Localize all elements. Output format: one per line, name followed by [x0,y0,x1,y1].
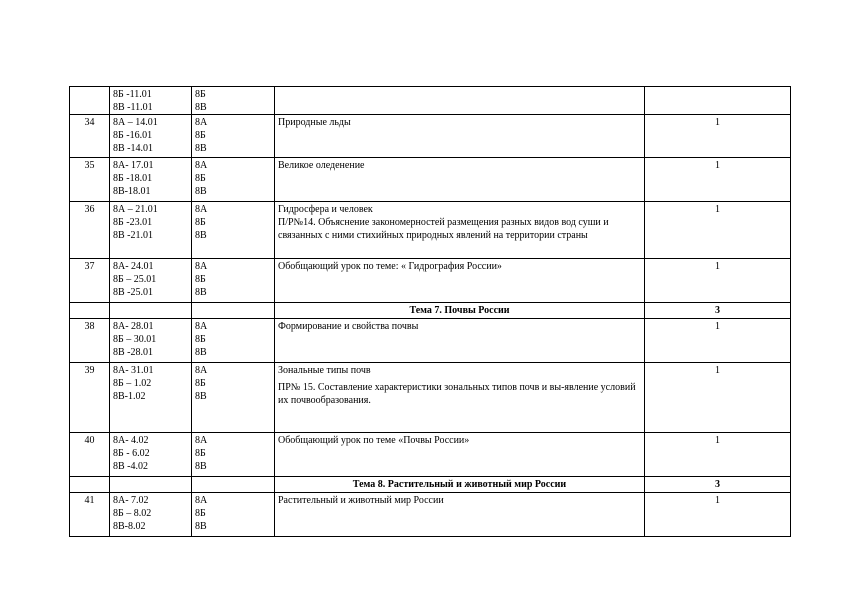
hours-cell: 1 [645,115,791,158]
classes-cell: 8А 8Б 8В [192,433,275,477]
classes-cell: 8А 8Б 8В [192,202,275,259]
hours-cell: 1 [645,158,791,202]
dates-cell: 8А – 21.01 8Б -23.01 8В -21.01 [110,202,192,259]
lesson-number-cell: 36 [70,202,110,259]
hours-cell [645,87,791,115]
table-row [70,493,791,537]
hours-cell: 1 [645,202,791,259]
hours-cell: 1 [645,363,791,433]
table-row [70,87,791,115]
dates-cell: 8А- 7.02 8Б – 8.02 8В-8.02 [110,493,192,537]
classes-cell: 8А 8Б 8В [192,319,275,363]
classes-cell: 8А 8Б 8В [192,493,275,537]
section-title: Тема 8. Растительный и животный мир России [275,477,645,493]
topic-cell: Зональные типы почв ПР№ 15. Составление характеристики зональных типов почв и вы-явление условий их почвообразования. [275,363,645,433]
lesson-number-cell: 35 [70,158,110,202]
table-row [70,259,791,303]
section-heading-row [70,477,791,493]
topic-cell: Обобщающий урок по теме: « Гидрография России» [275,259,645,303]
lesson-number-cell: 38 [70,319,110,363]
table-row [70,115,791,158]
section-title: Тема 7. Почвы России [275,303,645,319]
section-hours: 3 [645,303,791,319]
table-row [70,363,791,433]
classes-cell: 8А 8Б 8В [192,158,275,202]
lesson-number-cell: 37 [70,259,110,303]
classes-cell: 8А 8Б 8В [192,115,275,158]
classes-cell: 8А 8Б 8В [192,259,275,303]
hours-cell: 1 [645,259,791,303]
topic-cell: Гидросфера и человек П/Р№14. Объяснение закономерностей размещения разных видов вод суши и связанных с ними стихийных природных явлений на территории страны [275,202,645,259]
table-row [70,202,791,259]
lesson-number-cell: 39 [70,363,110,433]
section-hours: 3 [645,477,791,493]
hours-cell: 1 [645,493,791,537]
lesson-number-cell: 40 [70,433,110,477]
dates-cell: 8А- 28.01 8Б – 30.01 8В -28.01 [110,319,192,363]
topic-cell: Растительный и животный мир России [275,493,645,537]
dates-cell: 8А- 17.01 8Б -18.01 8В-18.01 [110,158,192,202]
lesson-number-cell [70,87,110,115]
lesson-number-cell: 34 [70,115,110,158]
topic-cell: Великое оледенение [275,158,645,202]
dates-cell: 8А- 4.02 8Б - 6.02 8В -4.02 [110,433,192,477]
hours-cell: 1 [645,319,791,363]
classes-cell: 8Б 8В [192,87,275,115]
dates-cell: 8А – 14.01 8Б -16.01 8В -14.01 [110,115,192,158]
dates-cell: 8А- 31.01 8Б – 1.02 8В-1.02 [110,363,192,433]
lesson-number-cell: 41 [70,493,110,537]
lesson-plan-table [69,86,791,537]
hours-cell: 1 [645,433,791,477]
section-heading-row [70,303,791,319]
dates-cell: 8Б -11.01 8В -11.01 [110,87,192,115]
topic-cell: Природные льды [275,115,645,158]
topic-cell: Обобщающий урок по теме «Почвы России» [275,433,645,477]
classes-cell: 8А 8Б 8В [192,363,275,433]
table-row [70,433,791,477]
topic-cell: Формирование и свойства почвы [275,319,645,363]
topic-cell [275,87,645,115]
dates-cell: 8А- 24.01 8Б – 25.01 8В -25.01 [110,259,192,303]
table-row [70,319,791,363]
table-row [70,158,791,202]
